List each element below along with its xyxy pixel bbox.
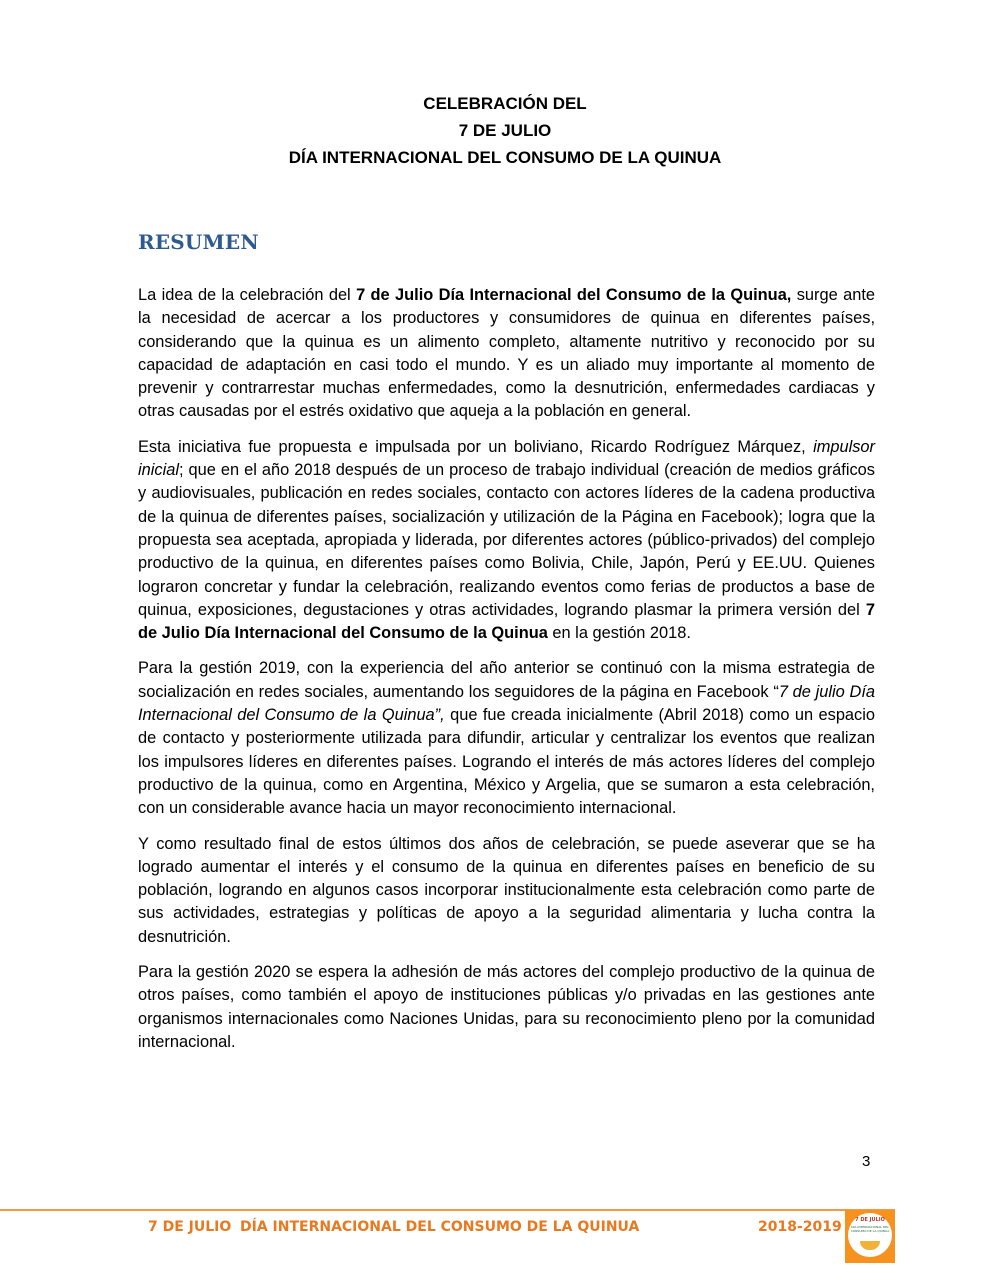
document-body: [138, 284, 875, 1066]
paragraph-3: [138, 657, 875, 820]
title-line-3: DÍA INTERNACIONAL DEL CONSUMO DE LA QUINUA: [288, 148, 722, 167]
paragraph-5: Para la gestión 2020 se espera la adhesión de más actores del complejo productivo de la quinua de otros países, como también el apoyo de instituciones públicas y/o privadas en las gestiones ante organismos internacionales como Naciones Unidas, para su reconocimiento pleno por la comunidad internacional.: [138, 963, 875, 1051]
paragraph-3-italic: 7 de julio Día Internacional del Consumo de la Quinua”,: [138, 682, 876, 725]
paragraph-2-text: Esta iniciativa fue propuesta e impulsada por un boliviano, Ricardo Rodríguez Márquez,: [138, 437, 814, 456]
logo-disc: [848, 1213, 892, 1257]
paragraph-3-text-end: que fue creada inicialmente (Abril 2018) como un espacio de contacto y posteriormente utilizada para difundir, articular y centralizar los eventos que realizan los impulsores líderes en diferentes países. Logrando el interés de más actores líderes del complejo productivo de la quinua, como en Argentina, México y Argelia, que se sumaron a esta celebración, con un considerable avance hacia un mayor reconocimiento internacional.: [138, 706, 876, 818]
footer-years: 2018-2019: [758, 1219, 842, 1235]
footer-divider: [0, 1209, 895, 1211]
section-heading: RESUMEN: [138, 230, 259, 254]
document-title: [0, 90, 990, 171]
paragraph-2: [138, 436, 875, 646]
paragraph-2-text-mid: ; que en el año 2018 después de un proceso de trabajo individual (creación de medios gráficos y audiovisuales, publicación en redes sociales, contacto con actores líderes de la cadena productiva de la quinua de diferentes países, socialización y utilización de la Página en Facebook); logra que la propuesta sea aceptada, apropiada y liderada, por diferentes actores (público-privados) del complejo productivo de la quinua, en diferentes países como Bolivia, Chile, Japón, Perú y EE.UU. Quienes lograron concretar y fundar la celebración, realizando eventos como ferias de productos a base de quinua, exposiciones, degustaciones y otras actividades, logrando plasmar la primera versión del: [138, 461, 875, 619]
bowl-icon: [860, 1241, 880, 1250]
title-line-1: CELEBRACIÓN DEL: [423, 94, 587, 113]
quinua-day-logo: [845, 1210, 895, 1263]
paragraph-3-text: Para la gestión 2019, con la experiencia del año anterior se continuó con la misma estrategia de socialización en redes sociales, aumentando los seguidores de la página en Facebook “: [138, 659, 875, 701]
footer-event-name: DÍA INTERNACIONAL DEL CONSUMO DE LA QUINUA: [240, 1219, 640, 1235]
logo-name-text: DÍA INTERNACIONAL DEL CONSUMO DE LA QUINUA: [850, 1225, 890, 1233]
paragraph-4: Y como resultado final de estos últimos dos años de celebración, se puede aseverar que se ha logrado aumentar el interés y el consumo de la quinua en diferentes países en beneficio de su población, logrando en algunos casos incorporar institucionalmente esta celebración como parte de sus actividades, estrategias y políticas de apoyo a la seguridad alimentaria y lucha contra la desnutrición.: [138, 834, 875, 946]
footer-date: 7 DE JULIO: [148, 1219, 232, 1235]
paragraph-1-bold: 7 de Julio Día Internacional del Consumo de la Quinua,: [356, 286, 792, 304]
paragraph-1: [138, 284, 875, 424]
paragraph-2-text-end: en la gestión 2018.: [547, 624, 691, 643]
paragraph-1-text: La idea de la celebración del: [138, 286, 357, 304]
paragraph-2-italic: impulsor inicial: [138, 437, 875, 480]
paragraph-2-bold: 7 de Julio Día Internacional del Consumo de la Quinua: [138, 600, 875, 643]
paragraph-1-text-end: surge ante la necesidad de acercar a los productores y consumidores de quinua en diferentes países, considerando que la quinua es un alimento completo, altamente nutritivo y reconocido por su capacidad de adaptación en casi todo el mundo. Y es un aliado muy importante al momento de prevenir y contrarrestar muchas enfermedades, como la desnutrición, enfermedades cardiacas y otras causadas por el estrés oxidativo que aqueja a la población en general.: [138, 286, 875, 421]
title-line-2: 7 DE JULIO: [458, 121, 552, 140]
logo-date-text: 7 DE JULIO: [855, 1217, 885, 1223]
page-number: 3: [862, 1153, 871, 1170]
